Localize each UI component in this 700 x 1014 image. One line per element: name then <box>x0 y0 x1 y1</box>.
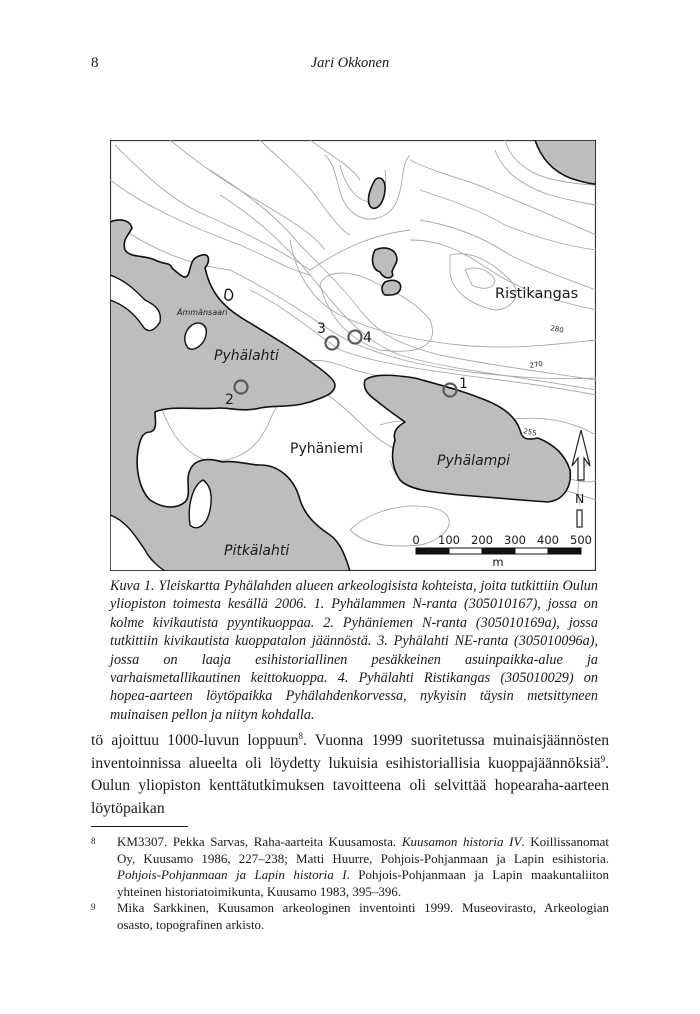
site-map-figure <box>110 140 596 571</box>
footnote-text: . Koillissanomat Oy, Kuusamo 1986, 227–238; Matti Huurre, Pohjois-Pohjanmaan ja Lapin esihistoria. <box>117 834 609 866</box>
scale-unit: m <box>492 555 504 569</box>
scale-tick-300: 300 <box>504 533 526 547</box>
place-ammansaari: Ämmänsaari <box>177 308 228 317</box>
running-head-author: Jari Okkonen <box>310 55 390 71</box>
footnote-ref-8[interactable]: 8 <box>298 730 304 741</box>
contour-label-280: 280 <box>549 324 565 335</box>
footnote-number: 8 <box>91 836 96 846</box>
place-pyhaniemi: Pyhäniemi <box>290 441 364 457</box>
body-text-part: tö ajoittuu 1000-luvun loppuun <box>91 732 299 749</box>
place-pyhalampi: Pyhälampi <box>437 453 511 469</box>
figure-caption: Kuva 1. Yleiskartta Pyhälahden alueen arkeologisista kohteista, joita tutkittiin Oulun yliopiston toimesta kesällä 2006. 1. Pyhälammen N-ranta (305010167), jossa on kolme kivikautista pyyntikuoppaa. 2. Pyhäniemen N-ranta (305010169a), jossa tutkittiin kivikautista kuoppatalon jäännöstä. 3. Pyhälahti NE-ranta (305010096a), jossa on laaja esihistoriallinen pesäkkeinen asuinpaikka-alue ja varhaismetallikautinen keittokuoppa. 4. Pyhälahti Ristikangas (305010029) on hopea-aarteen löytöpaikka Pyhälahdenkorvessa, nykyisin täysin metsittyneen muinaisen pellon ja niityn kohdalla. <box>110 578 598 723</box>
scale-bar <box>416 548 581 554</box>
body-text-part: . Oulun yliopiston kenttätutkimuksen tavoitteena oli selvittää hopearaha-aarteen löytöpaikan <box>91 754 609 817</box>
site-label-4: 4 <box>363 330 372 346</box>
island-small <box>225 289 233 300</box>
footnote-divider <box>91 826 188 827</box>
footnote-title: Kuusamon historia IV <box>401 834 522 849</box>
footnote-8 <box>91 834 609 900</box>
footnote-title: Pohjois-Pohjanmaan ja Lapin historia I <box>117 867 347 883</box>
north-label: N <box>575 491 585 506</box>
footnote-9 <box>91 900 609 933</box>
place-ristikangas: Ristikangas <box>495 286 579 302</box>
site-label-1: 1 <box>459 376 468 392</box>
scale-tick-100: 100 <box>438 533 460 547</box>
footnote-text: Mika Sarkkinen, Kuusamon arkeologinen inventointi 1999. Museovirasto, Arkeologian osasto, topografinen arkisto. <box>117 900 609 932</box>
scale-tick-200: 200 <box>471 533 493 547</box>
scale-tick-400: 400 <box>537 533 559 547</box>
footnote-text: . Pohjois-Pohjanmaan ja Lapin maakuntaliiton yhteinen historiatoimikunta, Kuusamo 1983, 395–396. <box>117 867 609 899</box>
scale-tick-500: 500 <box>570 533 592 547</box>
footnote-text: KM3307. Pekka Sarvas, Raha-aarteita Kuusamosta. <box>117 834 402 849</box>
place-pitkalahti: Pitkälahti <box>224 543 290 559</box>
page-number: 8 <box>91 55 99 71</box>
contour-label-270: 270 <box>528 359 544 370</box>
site-label-3: 3 <box>317 321 326 337</box>
footnotes <box>91 834 609 934</box>
site-label-2: 2 <box>225 392 234 408</box>
body-text-part: . Vuonna 1999 suoritetussa muinaisjäännösten inventoinnissa alueelta oli löydetty lukuisia esihistoriallisia kuoppajäännöksiä <box>91 732 609 772</box>
footnote-ref-9[interactable]: 9 <box>600 753 606 764</box>
contour-label-255: 255 <box>522 427 538 438</box>
scale-tick-0: 0 <box>412 533 420 547</box>
map-svg <box>110 140 596 571</box>
body-paragraph <box>91 730 609 820</box>
pond-east-2 <box>382 280 401 295</box>
place-pyhalahti: Pyhälahti <box>214 348 279 364</box>
footnote-number: 9 <box>91 902 96 913</box>
